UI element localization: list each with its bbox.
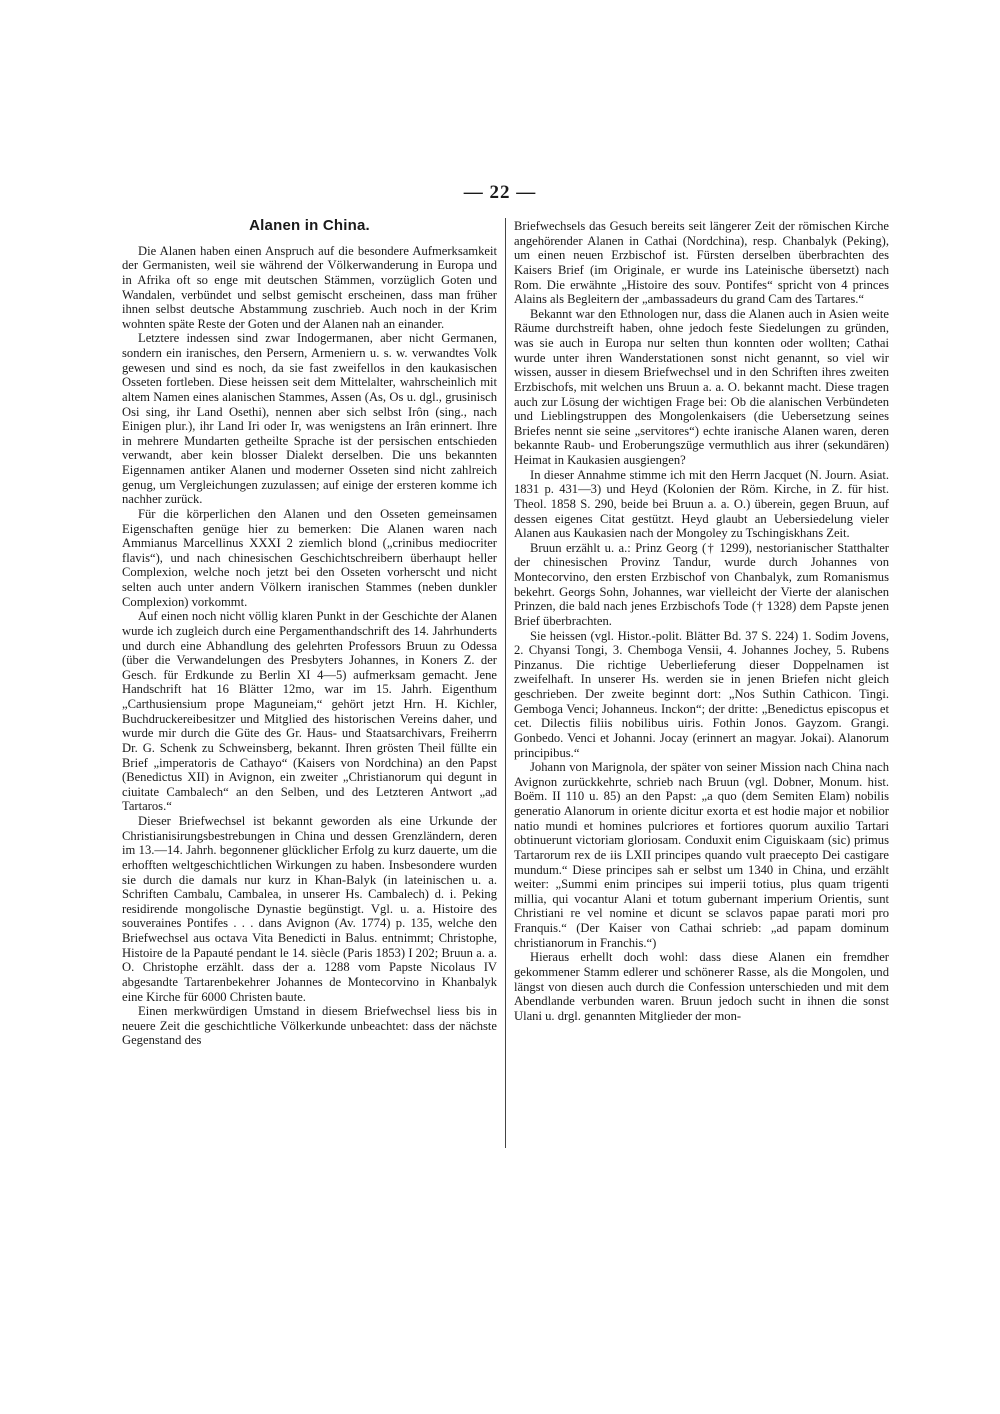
- page-number: — 22 —: [463, 182, 537, 203]
- paragraph: Einen merkwürdigen Umstand in diesem Briefwechsel liess bis in neuere Zeit die geschichtliche Völkerkunde unbeachtet: dass der nächste Gegenstand des: [122, 1004, 497, 1048]
- left-column: [122, 219, 497, 1048]
- paragraph: Die Alanen haben einen Anspruch auf die besondere Aufmerksamkeit der Germanisten, weil sie während der Völkerwanderung in Europa und in Afrika oft so enge mit deutschen Stämmen, vorzüglich Goten und Wandalen, verbündet und selbst gemischt erscheinen, dass man früher ihnen selbst deutsche Abstammung zuschrieb. Auch noch in der Krim wohnten späte Reste der Goten und der Alanen nah an einander.: [122, 243, 497, 331]
- paragraph: Briefwechsels das Gesuch bereits seit längerer Zeit der römischen Kirche angehörender Alanen in Cathai (Nordchina), resp. Chanbalyk (Peking), um einen neuen Erzbischof ist. Fürsten derselben überbrachten des Kaisers Brief (im Originale, er wurde ins Lateinische übersetzt) nach Rom. Die erwähnte „Histoire des souv. Pontifes“ spricht von 4 princes Alains als Begleitern der „ambassadeurs du grand Cam des Tartares.“: [514, 219, 889, 307]
- right-column: [514, 219, 889, 1023]
- column-divider: [505, 218, 506, 1148]
- article-title: Alanen in China.: [249, 217, 370, 234]
- paragraph: Für die körperlichen den Alanen und den Osseten gemeinsamen Eigenschaften genüge hier zu bemerken: Die Alanen waren nach Ammianus Marcellinus XXXI 2 ziemlich blond („crinibus mediocriter flavis“), und nach chinesischen Geschichtschreibern überhaupt heller Complexion, welche noch jetzt bei den Osseten vorherscht und nicht selten auch unter andern Völkern iranischen Stammes (neben dunkler Complexion) vorkommt.: [122, 506, 497, 609]
- paragraph: In dieser Annahme stimme ich mit den Herrn Jacquet (N. Journ. Asiat. 1831 p. 431—3) und Heyd (Kolonien der Röm. Kirche, in Z. für hist. Theol. 1858 S. 290, beide bei Bruun a. a. O.) überein, gegen Bruun, auf dessen eigenes Citat gestützt. Heyd glaubt an Uebersiedelung vieler Alanen aus Kaukasien nach der Mongoley zu Tschingiskhans Zeit.: [514, 467, 889, 541]
- paragraph: Dieser Briefwechsel ist bekannt geworden als eine Urkunde der Christianisirungsbestrebungen in China und dessen Grenzländern, deren im 13.—14. Jahrh. begonnener glücklicher Erfolg zu kurz dauerte, um die erhofften weltgeschichtlichen Wirkungen zu haben. Insbesondere wurden sie durch die damals nur kurz in Khan-Balyk (in lateinischen u. a. Schriften Cambalu, Cambalea, in unserer Hs. Cambalech) d. i. Peking residirende mongolische Dynastie begünstigt. Vgl. u. a. Histoire des souveraines Pontifes . . . dans Avignon (Av. 1774) p. 135, welche den Briefwechsel aus octava Vita Benedicti in Balus. entnimmt; Christophe, Histoire de la Papauté pendant le 14. siècle (Paris 1853) I 202; Bruun a. a. O. Christophe erzählt. dass der a. 1288 vom Papste Nicolaus IV abgesandte Tartarenbekehrer Johannes de Montecorvino in Khanbalyk eine Kirche für 6000 Christen baute.: [122, 814, 497, 1004]
- paragraph: Bruun erzählt u. a.: Prinz Georg († 1299), nestorianischer Statthalter der chinesischen Provinz Tandur, wurde durch Johannes von Montecorvino, den ersten Erzbischof von Chanbalyk, zum Romanismus bekehrt. Georgs Sohn, Johannes, war vielleicht der Vierte der alanischen Prinzen, die bald nach jenes Erzbischofs Tode († 1328) dem Papste jenen Brief überbrachten.: [514, 540, 889, 628]
- paragraph: Hieraus erhellt doch wohl: dass diese Alanen ein fremdher gekommener Stamm edlerer und schönerer Rasse, als die Mongolen, und längst von diesen auch durch die Confession unterschieden und mit dem Abendlande verbunden waren. Bruun jedoch sucht in ihnen die sonst Ulani u. drgl. genannten Mitglieder der mon-: [514, 950, 889, 1023]
- paragraph: Bekannt war den Ethnologen nur, dass die Alanen auch in Asien weite Räume durchstreift haben, ohne jedoch feste Siedelungen zu gründen, was sie auch in Europa nur selten thun konnten oder wollten; Cathai wurde unter ihren Wanderstationen sonst nicht genannt, so viel wir wissen, ausser in diesem Briefwechsel und in den Schriften ihres zweiten Erzbischofs, mit welchen uns Bruun a. a. O. bekannt macht. Diese tragen auch zur Lösung der wichtigen Frage bei: Ob die alanischen Verbündeten und Lieblingstruppen des Mongolenkaisers (die Uebersetzung seines Briefes nennt sie seine „servitores“) echte iranische Alanen waren, deren bekannte Raub- und Eroberungszüge vermuthlich aus ihrer (sekundären) Heimat in Kaukasien ausgiengen?: [514, 306, 889, 467]
- paragraph: Sie heissen (vgl. Histor.-polit. Blätter Bd. 37 S. 224) 1. Sodim Jovens, 2. Chyansi Tongi, 3. Chemboga Vensii, 4. Johannes Jochey, 5. Rubens Pinzanus. Die richtige Ueberlieferung dieser Doppelnamen ist zweifelhaft. In unserer Hs. werden sie in jenen Briefen nicht gleich geschrieben. Der zweite beginnt dort: „Nos Suthin Cathicon. Tingi. Gemboga Venci; Johanneus. Inckon“; der dritte: „Benedictus episcopus et cet. Dilectis filiis nobilibus uiris. Fothin Jonos. Gayzom. Grangi. Gonbedo. Venci et Johanni. Jocay (erinnert an magyar. Jokai). Alanorum principibus.“: [514, 628, 889, 760]
- paragraph: Johann von Marignola, der später von seiner Mission nach China nach Avignon zurückkehrte, schrieb nach Bruun (vgl. Dobner, Monum. hist. Boëm. II 110 u. 85) an den Papst: „a quo (dem Semiten Elam) nobilis generatio Alanorum in oriente dicitur exorta et est hodie major et nobilior natio mundi et homines pulcriores et fortiores quorum auxilio Tartari obtinuerunt victoriam gloriosam. Conduxit enim Ciguiskaam (sic) primus Tartarorum rex de iis LXII principes quando vult praecepto Dei castigare mundum.“ Diese principes sah er selbst um 1340 in China, und erzählt weiter: „Summi enim principes sui imperii totius, plus quam trigenti millia, qui vocantur Alani et totum gubernant imperium Orientis, sunt Christiani re vel nomine et dicunt se sclavos papae parati mori pro Franquis.“ (Der Kaiser von Cathai schrieb: „ad papam dominum christianorum in Franchis.“): [514, 760, 889, 950]
- paragraph: Letztere indessen sind zwar Indogermanen, aber nicht Germanen, sondern ein iranisches, den Persern, Armeniern u. s. w. verwandtes Volk gewesen und sind es noch, da sie fast zweifellos in den kaukasischen Osseten fortleben. Diese heissen seit dem Mittelalter, wahrscheinlich mit altem Namen eines alanischen Stammes, Assen (As, Os u. dgl., grusinisch Osi sing, ihr Land Osethi), nennen aber sich selbst Irôn (sing., nach Einigen plur.), ihr Land Iri oder Ir, was wenigstens an Irân erinnert. Ihre in mehrere Mundarten getheilte Sprache ist der persischen entschieden verwandt, aber kein blosser Dialekt derselben. Die uns bekannten Eigennamen antiker Alanen und moderner Osseten sind nicht zahlreich genug, um Vergleichungen zuzulassen; auf einige der ersteren komme ich nachher zurück.: [122, 331, 497, 507]
- paragraph: Auf einen noch nicht völlig klaren Punkt in der Geschichte der Alanen wurde ich zugleich durch eine Pergamenthandschrift des 14. Jahrhunderts und durch eine Abhandlung des gelehrten Professors Bruun zu Odessa (über die Verwandelungen des Presbyters Johannes, in Koners Z. der Gesch. für Erdkunde zu Berlin XI 4—5) aufmerksam gemacht. Jene Handschrift hat 16 Blätter 12mo, war im 15. Jahrh. Eigenthum „Carthusiensium prope Maguneiam,“ gehört jetzt Hrn. H. Kichler, Buchdruckereibesitzer und Mitglied des historischen Vereins daher, und wurde mir durch die Güte des Gr. Haus- und Staatsarchivars, Freiherrn Dr. G. Schenk zu Schweinsberg, bekannt. Ihren grösten Theil füllte ein Brief „imperatoris de Cathayo“ (Kaisers von Nordchina) an den Papst (Benedictus XII) in Avignon, ein zweiter „Christianorum qui degunt in ciuitate Cambalech“ an den Selben, und des Letzteren Antwort „ad Tartaros.“: [122, 609, 497, 814]
